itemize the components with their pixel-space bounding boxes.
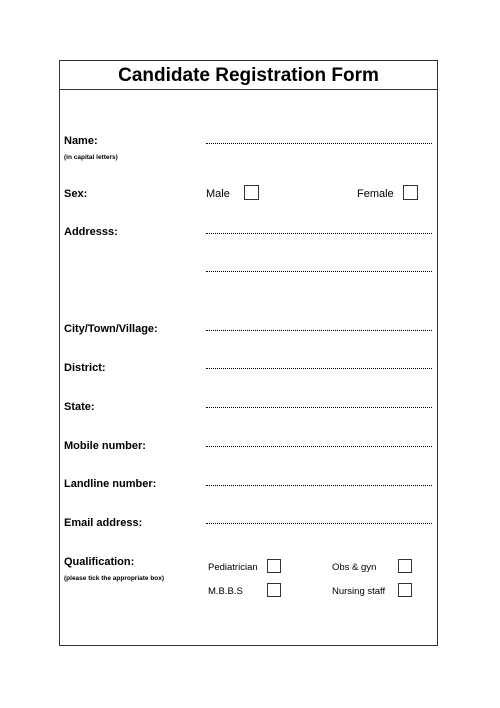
district-label: District: <box>64 362 106 374</box>
registration-form <box>59 60 438 646</box>
qual-pediatrician-label: Pediatrician <box>208 562 258 573</box>
city-label: City/Town/Village: <box>64 323 158 335</box>
sex-female-checkbox[interactable] <box>403 185 418 200</box>
qual-nursing-staff-label: Nursing staff <box>332 586 386 597</box>
email-field[interactable] <box>206 523 432 524</box>
qualification-hint: (please tick the appropriate box) <box>64 575 165 582</box>
address-line-2-field[interactable] <box>206 271 432 272</box>
qual-obs-gyn-checkbox[interactable] <box>398 559 412 573</box>
state-field[interactable] <box>206 407 432 408</box>
qual-mbbs-label: M.B.B.S <box>208 586 243 597</box>
qualification-label: Qualification: <box>64 556 135 568</box>
state-label: State: <box>64 401 95 413</box>
address-label: Addresss: <box>64 226 118 238</box>
email-label: Email address: <box>64 517 143 529</box>
name-label: Name: <box>64 135 98 147</box>
landline-label: Landline number: <box>64 478 157 490</box>
qual-pediatrician-checkbox[interactable] <box>267 559 281 573</box>
sex-male-checkbox[interactable] <box>244 185 259 200</box>
qual-mbbs-checkbox[interactable] <box>267 583 281 597</box>
sex-option-female-label: Female <box>357 188 394 200</box>
qual-obs-gyn-label: Obs & gyn <box>332 562 377 573</box>
name-hint: (in capital letters) <box>64 154 118 161</box>
sex-option-male-label: Male <box>206 188 230 200</box>
mobile-field[interactable] <box>206 446 432 447</box>
mobile-label: Mobile number: <box>64 440 146 452</box>
name-field[interactable] <box>206 143 432 144</box>
address-line-1-field[interactable] <box>206 233 432 234</box>
sex-label: Sex: <box>64 188 88 200</box>
district-field[interactable] <box>206 368 432 369</box>
landline-field[interactable] <box>206 485 432 486</box>
form-title: Candidate Registration Form <box>60 61 437 90</box>
city-field[interactable] <box>206 330 432 331</box>
qual-nursing-staff-checkbox[interactable] <box>398 583 412 597</box>
